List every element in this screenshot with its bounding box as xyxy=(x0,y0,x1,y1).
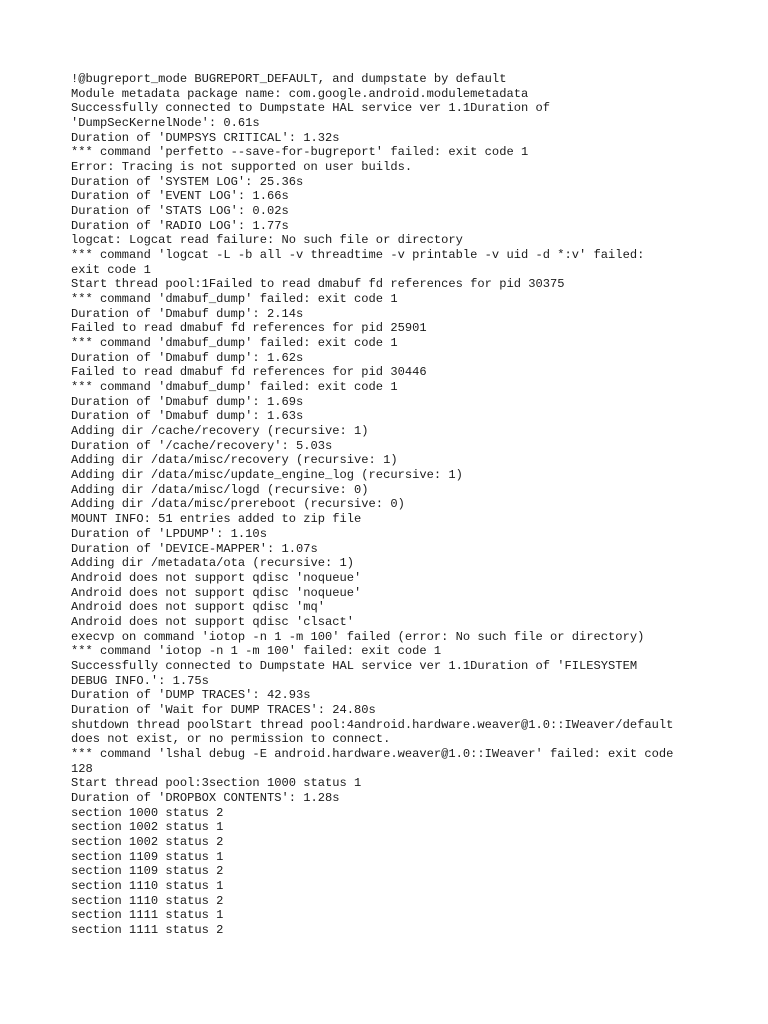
log-line: *** command 'dmabuf_dump' failed: exit code 1 xyxy=(71,380,398,395)
log-line: section 1110 status 2 xyxy=(71,893,224,908)
log-line: *** command 'logcat -L -b all -v threadtime -v printable -v uid -d *:v' failed: xyxy=(71,248,645,263)
log-line: Error: Tracing is not supported on user builds. xyxy=(71,160,413,175)
log-line: shutdown thread poolStart thread pool:4android.hardware.weaver@1.0::IWeaver/default xyxy=(71,717,674,732)
log-line: Android does not support qdisc 'clsact' xyxy=(71,614,355,629)
log-line: Duration of 'Dmabuf dump': 1.62s xyxy=(71,350,304,365)
log-line: section 1111 status 2 xyxy=(71,922,224,937)
log-line: *** command 'perfetto --save-for-bugreport' failed: exit code 1 xyxy=(71,145,529,160)
log-line: Duration of 'DUMP TRACES': 42.93s xyxy=(71,688,311,703)
log-line: section 1111 status 1 xyxy=(71,908,224,923)
bugreport-log xyxy=(71,72,751,938)
log-line: Successfully connected to Dumpstate HAL service ver 1.1Duration of 'FILESYSTEM xyxy=(71,658,638,673)
log-line: Duration of 'Dmabuf dump': 1.69s xyxy=(71,394,304,409)
log-line: Adding dir /metadata/ota (recursive: 1) xyxy=(71,556,355,571)
log-line: Failed to read dmabuf fd references for pid 30446 xyxy=(71,365,427,380)
log-line: Duration of 'RADIO LOG': 1.77s xyxy=(71,218,289,233)
log-line: !@bugreport_mode BUGREPORT_DEFAULT, and dumpstate by default xyxy=(71,72,507,86)
log-line: Start thread pool:1Failed to read dmabuf fd references for pid 30375 xyxy=(71,277,565,292)
log-line: Adding dir /data/misc/recovery (recursive: 1) xyxy=(71,453,398,468)
log-line: *** command 'iotop -n 1 -m 100' failed: exit code 1 xyxy=(71,644,442,659)
log-line: Start thread pool:3section 1000 status 1 xyxy=(71,776,362,791)
log-line: MOUNT INFO: 51 entries added to zip file xyxy=(71,512,362,527)
log-line: exit code 1 xyxy=(71,262,151,277)
log-line: Successfully connected to Dumpstate HAL service ver 1.1Duration of xyxy=(71,101,550,116)
log-line: Adding dir /data/misc/logd (recursive: 0) xyxy=(71,482,369,497)
log-line: Duration of 'STATS LOG': 0.02s xyxy=(71,204,289,219)
log-line: Duration of 'Dmabuf dump': 1.63s xyxy=(71,409,304,424)
log-line: section 1110 status 1 xyxy=(71,878,224,893)
log-line: Duration of 'DUMPSYS CRITICAL': 1.32s xyxy=(71,130,340,145)
log-line: 'DumpSecKernelNode': 0.61s xyxy=(71,116,260,131)
log-line: section 1000 status 2 xyxy=(71,805,224,820)
log-line: Failed to read dmabuf fd references for pid 25901 xyxy=(71,321,427,336)
log-line: Duration of 'Dmabuf dump': 2.14s xyxy=(71,306,304,321)
log-line: DEBUG INFO.': 1.75s xyxy=(71,673,209,688)
log-line: Adding dir /cache/recovery (recursive: 1) xyxy=(71,424,369,439)
log-line: Duration of '/cache/recovery': 5.03s xyxy=(71,438,333,453)
log-line: Duration of 'LPDUMP': 1.10s xyxy=(71,526,267,541)
log-line: Module metadata package name: com.google.android.modulemetadata xyxy=(71,86,529,101)
log-line: Duration of 'Wait for DUMP TRACES': 24.80s xyxy=(71,702,376,717)
log-line: section 1002 status 1 xyxy=(71,820,224,835)
log-line: section 1002 status 2 xyxy=(71,834,224,849)
log-line: section 1109 status 1 xyxy=(71,849,224,864)
log-line: logcat: Logcat read failure: No such file or directory xyxy=(71,233,463,248)
log-line: *** command 'lshal debug -E android.hardware.weaver@1.0::IWeaver' failed: exit code xyxy=(71,746,674,761)
log-line: Duration of 'DEVICE-MAPPER': 1.07s xyxy=(71,541,318,556)
log-line: Android does not support qdisc 'mq' xyxy=(71,600,326,615)
log-line: Adding dir /data/misc/update_engine_log (recursive: 1) xyxy=(71,468,463,483)
log-line: *** command 'dmabuf_dump' failed: exit code 1 xyxy=(71,336,398,351)
log-line: does not exist, or no permission to connect. xyxy=(71,732,391,747)
log-line: Android does not support qdisc 'noqueue' xyxy=(71,570,362,585)
log-line: Adding dir /data/misc/prereboot (recursive: 0) xyxy=(71,497,405,512)
log-line: Duration of 'DROPBOX CONTENTS': 1.28s xyxy=(71,790,340,805)
log-line: Android does not support qdisc 'noqueue' xyxy=(71,585,362,600)
log-line: section 1109 status 2 xyxy=(71,864,224,879)
log-line: *** command 'dmabuf_dump' failed: exit code 1 xyxy=(71,292,398,307)
log-line: Duration of 'SYSTEM LOG': 25.36s xyxy=(71,174,304,189)
log-line: Duration of 'EVENT LOG': 1.66s xyxy=(71,189,289,204)
log-line: 128 xyxy=(71,761,93,776)
log-line: execvp on command 'iotop -n 1 -m 100' failed (error: No such file or directory) xyxy=(71,629,645,644)
